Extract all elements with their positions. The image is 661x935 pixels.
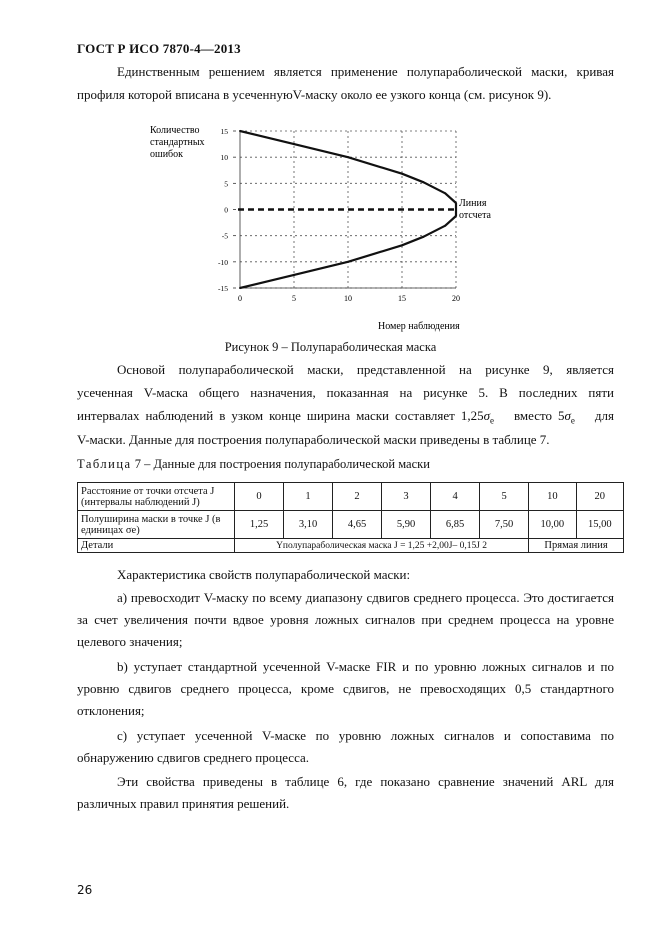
semi-parabolic-mask-chart — [140, 115, 540, 337]
table-row-label: Полуширина маски в точке J (в единицах σе) — [78, 511, 235, 539]
data-point-upper — [239, 130, 241, 132]
para2-line-4: V-маски. Данные для построения полупараболической маски приведены в таблице 7. — [77, 432, 550, 447]
property-a: а) превосходит V-маску по всему диапазону сдвигов среднего процесса. Это достигается за счет увеличения почти вдвое уровня ложных сигналов при среднем процесса на уровне целевого значения; — [77, 590, 614, 649]
table-row — [78, 511, 624, 539]
table-cell: 7,50 — [480, 511, 529, 539]
para2-line-2: усеченная V-маска общего назначения, показанная на рисунке 5. В последних пяти — [77, 385, 614, 400]
property-c: с) уступает усеченной V-маске по уровню ложных сигналов и сопоставима по обнаружению сдвигов среднего процесса. — [77, 728, 614, 765]
table-formula: Yполупараболическая маска J = 1,25 +2,00J– 0,15J 2 — [235, 539, 529, 553]
y-tick-label: -10 — [218, 257, 228, 267]
table-cell: 10 — [529, 483, 576, 511]
table-cell: Прямая линия — [529, 539, 624, 553]
table-cell: 0 — [235, 483, 284, 511]
table-cell: 5 — [480, 483, 529, 511]
y-tick-label: 5 — [224, 179, 228, 189]
x-tick-label: 20 — [452, 294, 460, 303]
table-cell: 2 — [333, 483, 382, 511]
x-tick-label: 10 — [344, 294, 352, 303]
data-point-lower — [444, 225, 446, 227]
para2-line-3: интервалах наблюдений в узком конце ширина маски составляет $1,25\sigma_е$ вместо $5\sigma_е$ для — [77, 408, 614, 426]
y-tick-label: 15 — [220, 127, 228, 136]
table-7-caption: Таблица 7 – Данные для построения полупараболической маски — [77, 457, 430, 471]
table-7 — [77, 482, 624, 553]
table-row-label: Детали — [78, 539, 235, 553]
y-tick-label: 10 — [220, 153, 228, 163]
chart-ticks — [218, 127, 460, 303]
data-point-lower — [347, 261, 349, 263]
table-row — [78, 539, 624, 553]
y-tick-label: -15 — [218, 284, 228, 293]
table-cell: 4,65 — [333, 511, 382, 539]
figure-caption: Рисунок 9 – Полупараболическая маска — [224, 340, 437, 354]
properties-heading: Характеристика свойств полупараболической маски: — [117, 567, 411, 582]
table-cell: 6,85 — [431, 511, 480, 539]
data-point-upper — [444, 192, 446, 194]
property-b: b) уступает стандартной усеченной V-маске FIR и по уровню ложных сигналов и по уровню сдвигов среднего процесса, кроме сдвигов, не превосходящих 0,5 стандартного отклонения; — [77, 659, 614, 718]
table-cell: 15,00 — [576, 511, 623, 539]
intro-line-1: Единственным решением является применение полупараболической маски, кривая — [117, 64, 614, 79]
x-tick-label: 0 — [238, 294, 242, 303]
chart-series — [238, 130, 458, 289]
y-axis-label-line-2: стандартных — [150, 137, 205, 148]
table-cell: 5,90 — [382, 511, 431, 539]
table-cell: 3 — [382, 483, 431, 511]
data-point-lower — [401, 244, 403, 246]
document-header: ГОСТ Р ИСО 7870-4—2013 — [77, 41, 241, 56]
table-cell: 1 — [284, 483, 333, 511]
data-point-lower — [239, 287, 241, 289]
reference-line-label-1: Линия — [459, 198, 487, 209]
data-point-lower — [423, 236, 425, 238]
para2-line-1: Основой полупараболической маски, представленной на рисунке 9, является — [117, 362, 614, 377]
table-cell: 4 — [431, 483, 480, 511]
x-axis-label: Номер наблюдения — [378, 321, 460, 332]
data-point-lower — [293, 274, 295, 276]
x-tick-label: 15 — [398, 294, 406, 303]
table-row-label: Расстояние от точки отсчета J (интервалы наблюдений J) — [78, 483, 235, 511]
final-paragraph: Эти свойства приведены в таблице 6, где показано сравнение значений ARL для различных правил принятия решений. — [77, 774, 614, 811]
page-number: 26 — [77, 883, 93, 897]
table-cell: 10,00 — [529, 511, 576, 539]
data-point-upper — [347, 156, 349, 158]
table-cell: 1,25 — [235, 511, 284, 539]
y-tick-label: -5 — [221, 231, 228, 241]
y-axis-label-line-1: Количество — [150, 125, 200, 136]
data-point-upper — [401, 173, 403, 175]
reference-line-label-2: отсчета — [459, 210, 491, 221]
y-tick-label: 0 — [224, 205, 228, 215]
table-cell: 3,10 — [284, 511, 333, 539]
data-point-upper — [293, 143, 295, 145]
table-row — [78, 483, 624, 511]
y-axis-label-line-3: ошибок — [150, 149, 183, 160]
table-cell: 20 — [576, 483, 623, 511]
intro-line-2: профиля которой вписана в усеченнуюV-маску около ее узкого конца (см. рисунок 9). — [77, 87, 552, 102]
x-tick-label: 5 — [292, 294, 296, 303]
data-point-upper — [423, 181, 425, 183]
